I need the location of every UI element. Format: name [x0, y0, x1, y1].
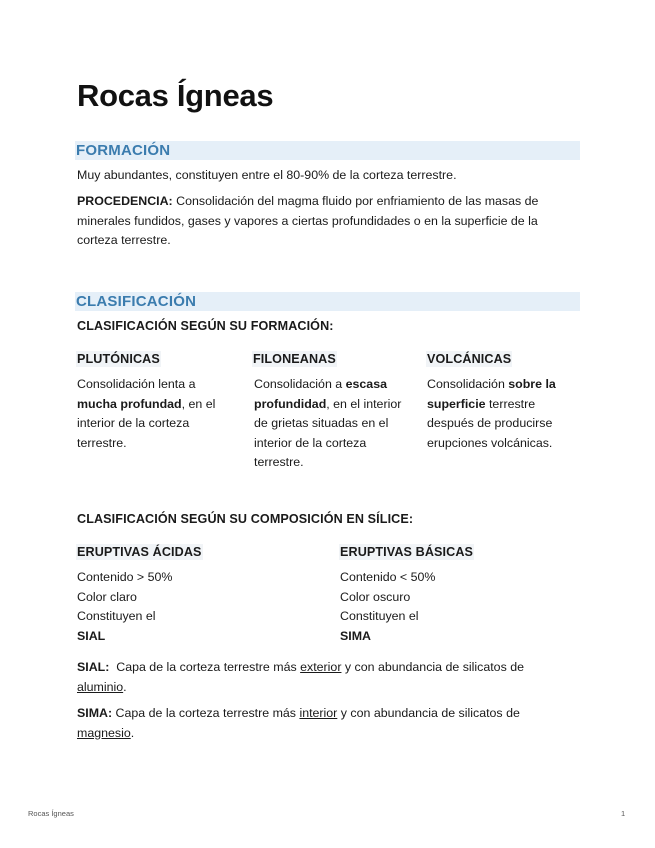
procedencia-paragraph	[77, 192, 577, 251]
sima-text-2: y con abundancia de silicatos de	[337, 706, 520, 720]
procedencia-text: Consolidación del magma fluido por enfriamiento de las masas de minerales fundidos, gases y vapores a ciertas profundidades o en la superficie de la corteza terrestre.	[77, 194, 539, 247]
column-title-acidas: ERUPTIVAS ÁCIDAS	[77, 545, 202, 559]
sima-underline-1: interior	[299, 706, 338, 720]
volcanicas-text-1: Consolidación	[427, 377, 509, 391]
sima-text-1: Capa de la corteza terrestre más	[112, 706, 300, 720]
formacion-intro: Muy abundantes, constituyen entre el 80-90% de la corteza terrestre.	[77, 168, 457, 182]
filoneanas-text-bold: escasa profundidad	[254, 377, 387, 411]
sial-paragraph	[77, 658, 547, 697]
column-title-plutonicas: PLUTÓNICAS	[77, 352, 160, 366]
column-title-filoneanas: FILONEANAS	[253, 352, 336, 366]
sima-label: SIMA:	[77, 706, 113, 720]
sial-text-3: .	[123, 679, 127, 694]
section-heading-clasificacion: CLASIFICACIÓN	[75, 292, 580, 311]
subheading-silice: CLASIFICACIÓN SEGÚN SU COMPOSICIÓN EN SÍLICE:	[77, 512, 414, 526]
footer-page-number: 1	[621, 809, 626, 818]
basicas-line-3: Constituyen el	[340, 609, 419, 623]
sima-text-3: .	[130, 725, 135, 740]
procedencia-label: PROCEDENCIA:	[77, 194, 173, 208]
basicas-line-4: SIMA	[340, 628, 371, 643]
footer-document-title: Rocas Ígneas	[28, 809, 74, 818]
acidas-line-2: Color claro	[77, 589, 137, 604]
page-title: Rocas Ígneas	[77, 78, 274, 113]
filoneanas-text-3: , en el interior de grietas situadas en el interior de la corteza terrestre.	[254, 396, 402, 469]
sima-paragraph	[77, 704, 547, 743]
sial-label: SIAL:	[77, 660, 110, 674]
plutonicas-text-3: , en el interior de la corteza terrestre.	[77, 396, 216, 450]
sial-text-2: y con abundancia de silicatos de	[341, 660, 524, 674]
column-title-basicas: ERUPTIVAS BÁSICAS	[340, 545, 474, 559]
basicas-line-1: Contenido < 50%	[340, 570, 436, 584]
column-text-filoneanas	[254, 375, 404, 473]
acidas-line-4: SIAL	[77, 628, 106, 643]
column-text-basicas	[340, 568, 540, 646]
volcanicas-text-3: terrestre después de producirse erupciones volcánicas.	[427, 396, 553, 450]
basicas-line-2: Color oscuro	[340, 589, 411, 604]
column-text-acidas	[77, 568, 277, 646]
plutonicas-text-1: Consolidación lenta a	[77, 377, 196, 391]
column-text-volcanicas	[427, 375, 572, 453]
sial-underline-2: aluminio	[77, 679, 124, 694]
sima-underline-2: magnesio	[77, 725, 131, 740]
plutonicas-text-bold: mucha profundad	[77, 396, 182, 411]
column-text-plutonicas	[77, 375, 237, 453]
column-title-volcanicas: VOLCÁNICAS	[427, 352, 512, 366]
filoneanas-text-1: Consolidación a	[254, 377, 346, 391]
subheading-formacion: CLASIFICACIÓN SEGÚN SU FORMACIÓN:	[77, 319, 334, 333]
sial-underline-1: exterior	[300, 660, 342, 674]
acidas-line-1: Contenido > 50%	[77, 570, 173, 584]
section-heading-formacion: FORMACIÓN	[75, 141, 580, 160]
volcanicas-text-bold: sobre la superficie	[427, 377, 556, 411]
acidas-line-3: Constituyen el	[77, 609, 156, 623]
sial-text-1: Capa de la corteza terrestre más	[109, 660, 301, 674]
